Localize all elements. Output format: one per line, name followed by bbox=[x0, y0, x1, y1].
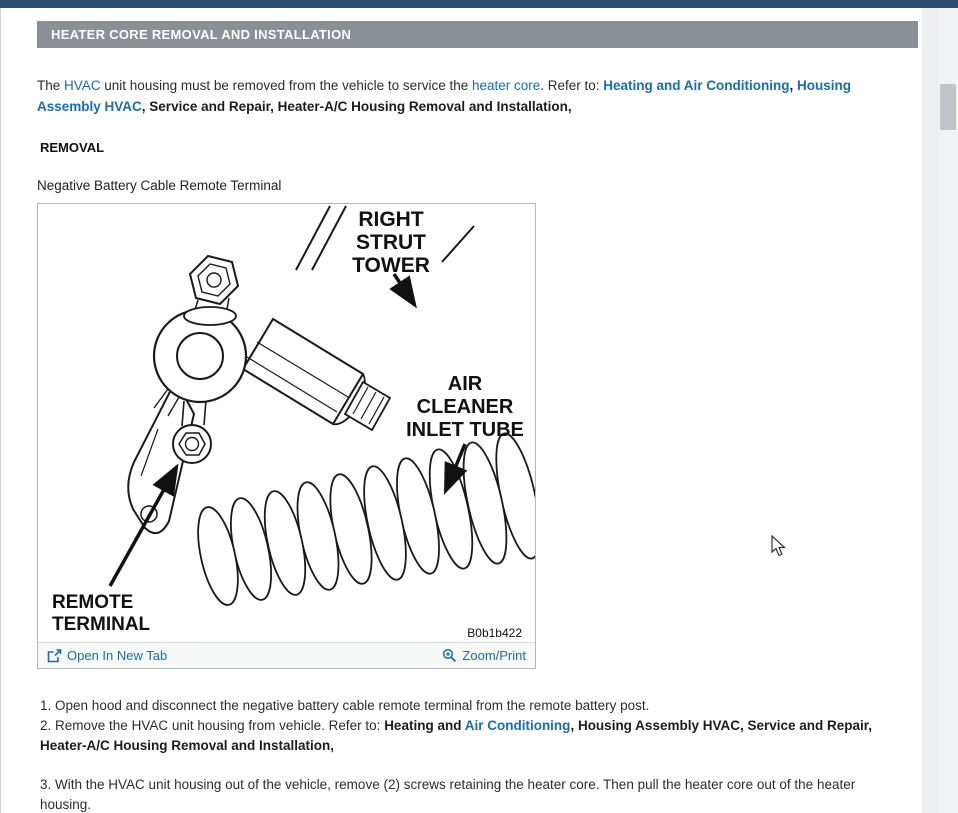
label-air-cleaner-inlet-tube: CLEANER bbox=[416, 396, 514, 418]
label-right-strut-tower: TOWER bbox=[352, 254, 430, 277]
step-2 bbox=[40, 716, 892, 756]
intro-text-3: . Refer to: bbox=[540, 78, 604, 93]
link-heater-core[interactable]: heater core bbox=[471, 78, 541, 93]
open-in-new-tab-icon bbox=[47, 649, 62, 663]
section-header bbox=[37, 21, 918, 48]
step-3-number: 3. bbox=[40, 777, 52, 792]
label-remote-terminal: REMOTE bbox=[52, 592, 134, 613]
step-1-text: Open hood and disconnect the negative battery cable remote terminal from the remote battery post. bbox=[55, 698, 650, 713]
procedure-steps bbox=[40, 696, 892, 813]
figure-drawing bbox=[38, 204, 535, 642]
intro-text-1: The bbox=[37, 78, 65, 93]
step-3-text: With the HVAC unit housing out of the vehicle, remove (2) screws retaining the heater core. Then pull the heater core out of the heater housing. bbox=[40, 777, 856, 812]
strut-tower-arrow bbox=[394, 274, 414, 304]
label-right-strut-tower: RIGHT bbox=[358, 208, 424, 231]
step-2-bold-1: Heating and bbox=[384, 718, 465, 733]
link-heating-and-air-conditioning[interactable]: Heating and Air Conditioning bbox=[603, 78, 790, 93]
step-2-text: Remove the HVAC unit housing from vehicle. Refer to: bbox=[55, 718, 385, 733]
content-area bbox=[0, 8, 922, 813]
removal-heading: REMOVAL bbox=[40, 140, 105, 155]
step-1-number: 1. bbox=[40, 698, 52, 713]
open-in-new-tab-link[interactable] bbox=[47, 648, 167, 663]
link-hvac[interactable]: HVAC bbox=[64, 78, 101, 93]
open-in-new-tab-label: Open In New Tab bbox=[67, 648, 168, 663]
intro-separator: , bbox=[789, 78, 798, 93]
scrollbar-track[interactable] bbox=[938, 8, 958, 813]
page-right-gutter bbox=[922, 8, 938, 813]
step-3 bbox=[40, 775, 892, 813]
zoom-print-link[interactable] bbox=[442, 648, 526, 663]
link-housing-assembly-hvac[interactable]: Housing Assembly HVAC bbox=[37, 78, 852, 114]
figure-code: B0b1b422 bbox=[467, 626, 522, 640]
zoom-print-label: Zoom/Print bbox=[462, 648, 526, 663]
mouse-cursor bbox=[770, 535, 790, 557]
page-title: HEATER CORE REMOVAL AND INSTALLATION bbox=[51, 27, 352, 42]
step-2-number: 2. bbox=[40, 718, 52, 733]
scrollbar-thumb[interactable] bbox=[940, 84, 956, 130]
label-air-cleaner-inlet-tube: INLET TUBE bbox=[406, 419, 524, 441]
intro-text-4: , Service and Repair, Heater-A/C Housing Removal and Installation, bbox=[141, 99, 572, 114]
air-cleaner-inlet-tube-drawing bbox=[191, 430, 535, 609]
link-air-conditioning[interactable]: Air Conditioning bbox=[464, 718, 571, 733]
figure-frame bbox=[37, 203, 536, 669]
figure-caption: Negative Battery Cable Remote Terminal bbox=[37, 178, 282, 193]
intro-text-2: unit housing must be removed from the vehicle to service the bbox=[100, 78, 472, 93]
figure-toolbar bbox=[38, 642, 535, 668]
step-2-bold-2: , Housing Assembly HVAC, Service and Repair, Heater-A/C Housing Removal and Installation, bbox=[40, 718, 873, 753]
step-1 bbox=[40, 696, 892, 716]
label-air-cleaner-inlet-tube: AIR bbox=[447, 373, 483, 395]
intro-paragraph bbox=[37, 75, 883, 117]
zoom-print-icon bbox=[442, 648, 457, 663]
label-remote-terminal: TERMINAL bbox=[52, 614, 151, 635]
label-right-strut-tower: STRUT bbox=[356, 231, 426, 254]
top-accent-bar bbox=[0, 0, 958, 8]
